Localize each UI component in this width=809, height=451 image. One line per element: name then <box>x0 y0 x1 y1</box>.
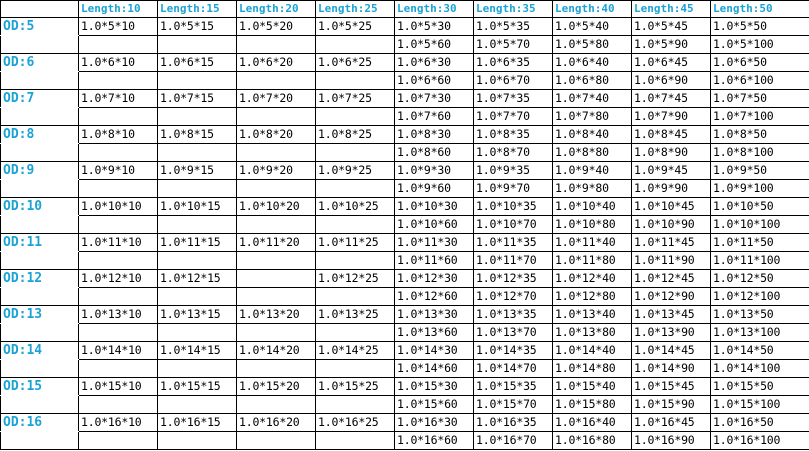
size-cell: 1.0*15*35 <box>474 378 553 396</box>
size-cell: 1.0*16*30 <box>395 414 474 432</box>
size-cell: 1.0*12*60 <box>395 288 474 306</box>
size-cell <box>158 36 237 54</box>
size-cell: 1.0*5*60 <box>395 36 474 54</box>
table-row <box>1 18 809 36</box>
size-cell: 1.0*8*35 <box>474 126 553 144</box>
size-cell <box>237 252 316 270</box>
od-label-spacer <box>1 72 79 90</box>
size-cell: 1.0*8*80 <box>553 144 632 162</box>
table-row <box>1 306 809 324</box>
size-cell: 1.0*8*50 <box>711 126 809 144</box>
table-row <box>1 378 809 396</box>
size-cell: 1.0*5*70 <box>474 36 553 54</box>
size-cell <box>79 324 158 342</box>
size-cell: 1.0*12*70 <box>474 288 553 306</box>
size-cell: 1.0*14*60 <box>395 360 474 378</box>
size-cell: 1.0*15*40 <box>553 378 632 396</box>
size-cell: 1.0*6*80 <box>553 72 632 90</box>
size-cell <box>316 144 395 162</box>
header-length-25: Length:25 <box>316 1 395 18</box>
size-cell: 1.0*11*35 <box>474 234 553 252</box>
size-cell: 1.0*13*35 <box>474 306 553 324</box>
size-cell: 1.0*13*30 <box>395 306 474 324</box>
size-cell: 1.0*13*45 <box>632 306 711 324</box>
size-cell: 1.0*13*50 <box>711 306 809 324</box>
size-cell <box>316 324 395 342</box>
od-label: OD:15 <box>1 378 79 396</box>
size-cell: 1.0*9*30 <box>395 162 474 180</box>
size-cell <box>316 288 395 306</box>
size-cell: 1.0*13*70 <box>474 324 553 342</box>
size-cell: 1.0*7*30 <box>395 90 474 108</box>
size-cell: 1.0*13*10 <box>79 306 158 324</box>
size-cell: 1.0*13*20 <box>237 306 316 324</box>
od-label: OD:13 <box>1 306 79 324</box>
size-cell: 1.0*11*10 <box>79 234 158 252</box>
table-row-continued <box>1 288 809 306</box>
size-cell: 1.0*15*70 <box>474 396 553 414</box>
size-cell: 1.0*10*10 <box>79 198 158 216</box>
size-cell: 1.0*16*70 <box>474 432 553 450</box>
size-cell: 1.0*7*45 <box>632 90 711 108</box>
size-cell: 1.0*15*20 <box>237 378 316 396</box>
size-cell: 1.0*13*80 <box>553 324 632 342</box>
size-cell <box>158 216 237 234</box>
size-cell <box>79 108 158 126</box>
size-cell: 1.0*5*15 <box>158 18 237 36</box>
size-cell: 1.0*7*20 <box>237 90 316 108</box>
size-cell: 1.0*11*20 <box>237 234 316 252</box>
size-cell: 1.0*6*20 <box>237 54 316 72</box>
size-cell: 1.0*7*70 <box>474 108 553 126</box>
size-cell: 1.0*12*35 <box>474 270 553 288</box>
od-label-spacer <box>1 108 79 126</box>
size-cell: 1.0*5*35 <box>474 18 553 36</box>
size-cell <box>237 270 316 288</box>
size-cell <box>158 108 237 126</box>
size-cell <box>316 360 395 378</box>
size-cell: 1.0*6*35 <box>474 54 553 72</box>
size-cell: 1.0*11*40 <box>553 234 632 252</box>
size-cell <box>158 72 237 90</box>
size-cell <box>237 36 316 54</box>
od-label: OD:6 <box>1 54 79 72</box>
size-cell <box>158 144 237 162</box>
size-cell: 1.0*10*25 <box>316 198 395 216</box>
size-cell: 1.0*16*45 <box>632 414 711 432</box>
size-cell <box>79 432 158 450</box>
od-label-spacer <box>1 144 79 162</box>
size-cell: 1.0*11*30 <box>395 234 474 252</box>
table-row-continued <box>1 216 809 234</box>
size-cell <box>79 252 158 270</box>
size-cell: 1.0*15*10 <box>79 378 158 396</box>
size-cell <box>79 36 158 54</box>
table-row <box>1 234 809 252</box>
od-label-spacer <box>1 432 79 450</box>
size-cell: 1.0*16*10 <box>79 414 158 432</box>
size-cell: 1.0*8*90 <box>632 144 711 162</box>
size-cell: 1.0*16*40 <box>553 414 632 432</box>
header-length-35: Length:35 <box>474 1 553 18</box>
size-cell: 1.0*9*25 <box>316 162 395 180</box>
size-cell <box>237 144 316 162</box>
size-cell: 1.0*7*40 <box>553 90 632 108</box>
size-cell: 1.0*5*100 <box>711 36 809 54</box>
size-cell: 1.0*11*50 <box>711 234 809 252</box>
size-cell: 1.0*10*15 <box>158 198 237 216</box>
size-cell: 1.0*11*25 <box>316 234 395 252</box>
size-cell: 1.0*7*100 <box>711 108 809 126</box>
size-cell: 1.0*10*40 <box>553 198 632 216</box>
size-cell: 1.0*8*20 <box>237 126 316 144</box>
size-cell: 1.0*16*15 <box>158 414 237 432</box>
size-cell: 1.0*6*90 <box>632 72 711 90</box>
size-cell: 1.0*11*100 <box>711 252 809 270</box>
table-row-continued <box>1 324 809 342</box>
size-cell: 1.0*14*80 <box>553 360 632 378</box>
size-cell: 1.0*10*30 <box>395 198 474 216</box>
size-cell: 1.0*5*45 <box>632 18 711 36</box>
size-cell <box>316 72 395 90</box>
size-cell <box>79 180 158 198</box>
size-cell <box>158 396 237 414</box>
size-cell: 1.0*14*30 <box>395 342 474 360</box>
size-cell: 1.0*13*60 <box>395 324 474 342</box>
size-cell <box>237 432 316 450</box>
size-cell: 1.0*11*60 <box>395 252 474 270</box>
size-cell: 1.0*15*60 <box>395 396 474 414</box>
size-cell <box>158 180 237 198</box>
size-cell: 1.0*15*90 <box>632 396 711 414</box>
size-cell: 1.0*8*40 <box>553 126 632 144</box>
size-cell: 1.0*12*100 <box>711 288 809 306</box>
size-cell: 1.0*16*25 <box>316 414 395 432</box>
od-label: OD:7 <box>1 90 79 108</box>
od-label-spacer <box>1 252 79 270</box>
size-cell: 1.0*16*60 <box>395 432 474 450</box>
size-cell: 1.0*10*20 <box>237 198 316 216</box>
size-cell: 1.0*14*90 <box>632 360 711 378</box>
size-cell: 1.0*14*20 <box>237 342 316 360</box>
size-cell: 1.0*12*80 <box>553 288 632 306</box>
size-cell: 1.0*12*25 <box>316 270 395 288</box>
size-cell <box>316 216 395 234</box>
size-cell: 1.0*5*10 <box>79 18 158 36</box>
size-cell: 1.0*9*90 <box>632 180 711 198</box>
table-row-continued <box>1 144 809 162</box>
size-cell <box>237 108 316 126</box>
table-row-continued <box>1 180 809 198</box>
size-cell: 1.0*7*25 <box>316 90 395 108</box>
size-cell: 1.0*14*35 <box>474 342 553 360</box>
size-cell <box>316 432 395 450</box>
size-cell: 1.0*6*25 <box>316 54 395 72</box>
size-cell: 1.0*6*30 <box>395 54 474 72</box>
size-cell: 1.0*15*100 <box>711 396 809 414</box>
table-row <box>1 270 809 288</box>
size-cell: 1.0*12*40 <box>553 270 632 288</box>
size-cell: 1.0*5*80 <box>553 36 632 54</box>
size-cell: 1.0*7*15 <box>158 90 237 108</box>
size-cell <box>316 36 395 54</box>
size-cell <box>237 180 316 198</box>
size-cell: 1.0*10*70 <box>474 216 553 234</box>
size-cell: 1.0*14*45 <box>632 342 711 360</box>
size-cell: 1.0*8*10 <box>79 126 158 144</box>
size-cell <box>158 360 237 378</box>
od-label-spacer <box>1 216 79 234</box>
size-cell <box>158 432 237 450</box>
size-cell: 1.0*15*15 <box>158 378 237 396</box>
table-row <box>1 90 809 108</box>
size-cell: 1.0*15*30 <box>395 378 474 396</box>
size-cell <box>237 396 316 414</box>
table-row-continued <box>1 108 809 126</box>
size-cell: 1.0*13*40 <box>553 306 632 324</box>
header-row <box>1 1 809 18</box>
size-cell: 1.0*9*20 <box>237 162 316 180</box>
size-cell: 1.0*6*100 <box>711 72 809 90</box>
size-cell: 1.0*6*15 <box>158 54 237 72</box>
size-cell <box>237 72 316 90</box>
size-cell: 1.0*9*60 <box>395 180 474 198</box>
size-cell: 1.0*11*45 <box>632 234 711 252</box>
od-label: OD:8 <box>1 126 79 144</box>
size-cell <box>158 324 237 342</box>
table-row-continued <box>1 36 809 54</box>
od-label: OD:14 <box>1 342 79 360</box>
table-row-continued <box>1 360 809 378</box>
od-label: OD:10 <box>1 198 79 216</box>
size-cell: 1.0*9*70 <box>474 180 553 198</box>
header-length-50: Length:50 <box>711 1 809 18</box>
size-cell: 1.0*10*90 <box>632 216 711 234</box>
size-cell: 1.0*6*40 <box>553 54 632 72</box>
size-cell: 1.0*7*35 <box>474 90 553 108</box>
header-length-10: Length:10 <box>79 1 158 18</box>
size-cell: 1.0*12*30 <box>395 270 474 288</box>
size-cell: 1.0*7*10 <box>79 90 158 108</box>
header-length-45: Length:45 <box>632 1 711 18</box>
od-label-spacer <box>1 360 79 378</box>
size-cell: 1.0*9*15 <box>158 162 237 180</box>
size-cell: 1.0*16*100 <box>711 432 809 450</box>
size-cell: 1.0*9*50 <box>711 162 809 180</box>
table-row-continued <box>1 432 809 450</box>
size-cell <box>79 72 158 90</box>
size-cell: 1.0*12*45 <box>632 270 711 288</box>
header-length-20: Length:20 <box>237 1 316 18</box>
header-corner <box>1 1 79 18</box>
header-length-15: Length:15 <box>158 1 237 18</box>
od-label: OD:16 <box>1 414 79 432</box>
table-row <box>1 162 809 180</box>
od-label-spacer <box>1 324 79 342</box>
size-cell: 1.0*15*45 <box>632 378 711 396</box>
size-cell: 1.0*10*35 <box>474 198 553 216</box>
size-cell: 1.0*11*90 <box>632 252 711 270</box>
od-label-spacer <box>1 396 79 414</box>
size-cell <box>158 288 237 306</box>
size-cell: 1.0*9*45 <box>632 162 711 180</box>
od-label-spacer <box>1 36 79 54</box>
size-cell: 1.0*13*25 <box>316 306 395 324</box>
size-cell <box>79 144 158 162</box>
size-cell: 1.0*16*90 <box>632 432 711 450</box>
size-cell: 1.0*16*20 <box>237 414 316 432</box>
od-label-spacer <box>1 288 79 306</box>
od-label: OD:9 <box>1 162 79 180</box>
size-cell <box>79 396 158 414</box>
size-cell: 1.0*6*50 <box>711 54 809 72</box>
table-row-continued <box>1 72 809 90</box>
size-cell <box>79 288 158 306</box>
size-cell: 1.0*16*35 <box>474 414 553 432</box>
table-row-continued <box>1 396 809 414</box>
size-cell: 1.0*5*90 <box>632 36 711 54</box>
size-cell <box>316 252 395 270</box>
table-row <box>1 54 809 72</box>
size-cell <box>316 108 395 126</box>
size-cell: 1.0*9*10 <box>79 162 158 180</box>
size-cell: 1.0*11*80 <box>553 252 632 270</box>
size-cell: 1.0*8*45 <box>632 126 711 144</box>
size-cell: 1.0*14*50 <box>711 342 809 360</box>
size-cell: 1.0*14*70 <box>474 360 553 378</box>
size-cell: 1.0*8*60 <box>395 144 474 162</box>
size-cell <box>316 180 395 198</box>
header-length-30: Length:30 <box>395 1 474 18</box>
size-cell: 1.0*9*40 <box>553 162 632 180</box>
size-cell: 1.0*5*50 <box>711 18 809 36</box>
size-cell <box>237 288 316 306</box>
size-cell <box>237 324 316 342</box>
size-cell: 1.0*11*70 <box>474 252 553 270</box>
size-cell <box>79 216 158 234</box>
size-cell: 1.0*11*15 <box>158 234 237 252</box>
size-cell: 1.0*9*80 <box>553 180 632 198</box>
table-row <box>1 342 809 360</box>
size-cell: 1.0*15*50 <box>711 378 809 396</box>
size-cell <box>158 252 237 270</box>
size-cell: 1.0*14*10 <box>79 342 158 360</box>
size-cell: 1.0*10*100 <box>711 216 809 234</box>
size-cell: 1.0*8*30 <box>395 126 474 144</box>
table-body <box>1 18 809 450</box>
size-cell: 1.0*8*15 <box>158 126 237 144</box>
od-label: OD:11 <box>1 234 79 252</box>
od-label: OD:5 <box>1 18 79 36</box>
size-cell: 1.0*14*40 <box>553 342 632 360</box>
size-cell: 1.0*5*40 <box>553 18 632 36</box>
size-cell: 1.0*7*80 <box>553 108 632 126</box>
size-cell: 1.0*10*50 <box>711 198 809 216</box>
size-cell: 1.0*12*50 <box>711 270 809 288</box>
size-cell: 1.0*5*25 <box>316 18 395 36</box>
size-cell: 1.0*8*70 <box>474 144 553 162</box>
size-cell: 1.0*10*60 <box>395 216 474 234</box>
size-cell: 1.0*13*100 <box>711 324 809 342</box>
size-cell: 1.0*7*50 <box>711 90 809 108</box>
size-cell <box>316 396 395 414</box>
size-cell: 1.0*14*25 <box>316 342 395 360</box>
size-cell: 1.0*8*100 <box>711 144 809 162</box>
size-cell <box>79 360 158 378</box>
header-length-40: Length:40 <box>553 1 632 18</box>
od-label-spacer <box>1 180 79 198</box>
size-cell: 1.0*9*35 <box>474 162 553 180</box>
size-cell: 1.0*14*100 <box>711 360 809 378</box>
size-cell: 1.0*7*90 <box>632 108 711 126</box>
size-cell: 1.0*10*45 <box>632 198 711 216</box>
size-cell: 1.0*13*15 <box>158 306 237 324</box>
size-cell: 1.0*8*25 <box>316 126 395 144</box>
table-row <box>1 126 809 144</box>
size-cell: 1.0*12*90 <box>632 288 711 306</box>
size-cell: 1.0*10*80 <box>553 216 632 234</box>
size-cell: 1.0*6*70 <box>474 72 553 90</box>
size-cell: 1.0*15*80 <box>553 396 632 414</box>
size-cell: 1.0*5*20 <box>237 18 316 36</box>
size-cell: 1.0*13*90 <box>632 324 711 342</box>
table-row <box>1 198 809 216</box>
size-cell: 1.0*12*10 <box>79 270 158 288</box>
table-row-continued <box>1 252 809 270</box>
size-cell: 1.0*5*30 <box>395 18 474 36</box>
size-cell: 1.0*6*60 <box>395 72 474 90</box>
size-cell: 1.0*15*25 <box>316 378 395 396</box>
od-label: OD:12 <box>1 270 79 288</box>
size-cell: 1.0*16*50 <box>711 414 809 432</box>
size-cell: 1.0*14*15 <box>158 342 237 360</box>
size-cell: 1.0*12*15 <box>158 270 237 288</box>
size-cell: 1.0*6*10 <box>79 54 158 72</box>
size-cell: 1.0*16*80 <box>553 432 632 450</box>
size-cell <box>237 216 316 234</box>
size-cell <box>237 360 316 378</box>
table-row <box>1 414 809 432</box>
size-cell: 1.0*7*60 <box>395 108 474 126</box>
size-cell: 1.0*9*100 <box>711 180 809 198</box>
size-cell: 1.0*6*45 <box>632 54 711 72</box>
